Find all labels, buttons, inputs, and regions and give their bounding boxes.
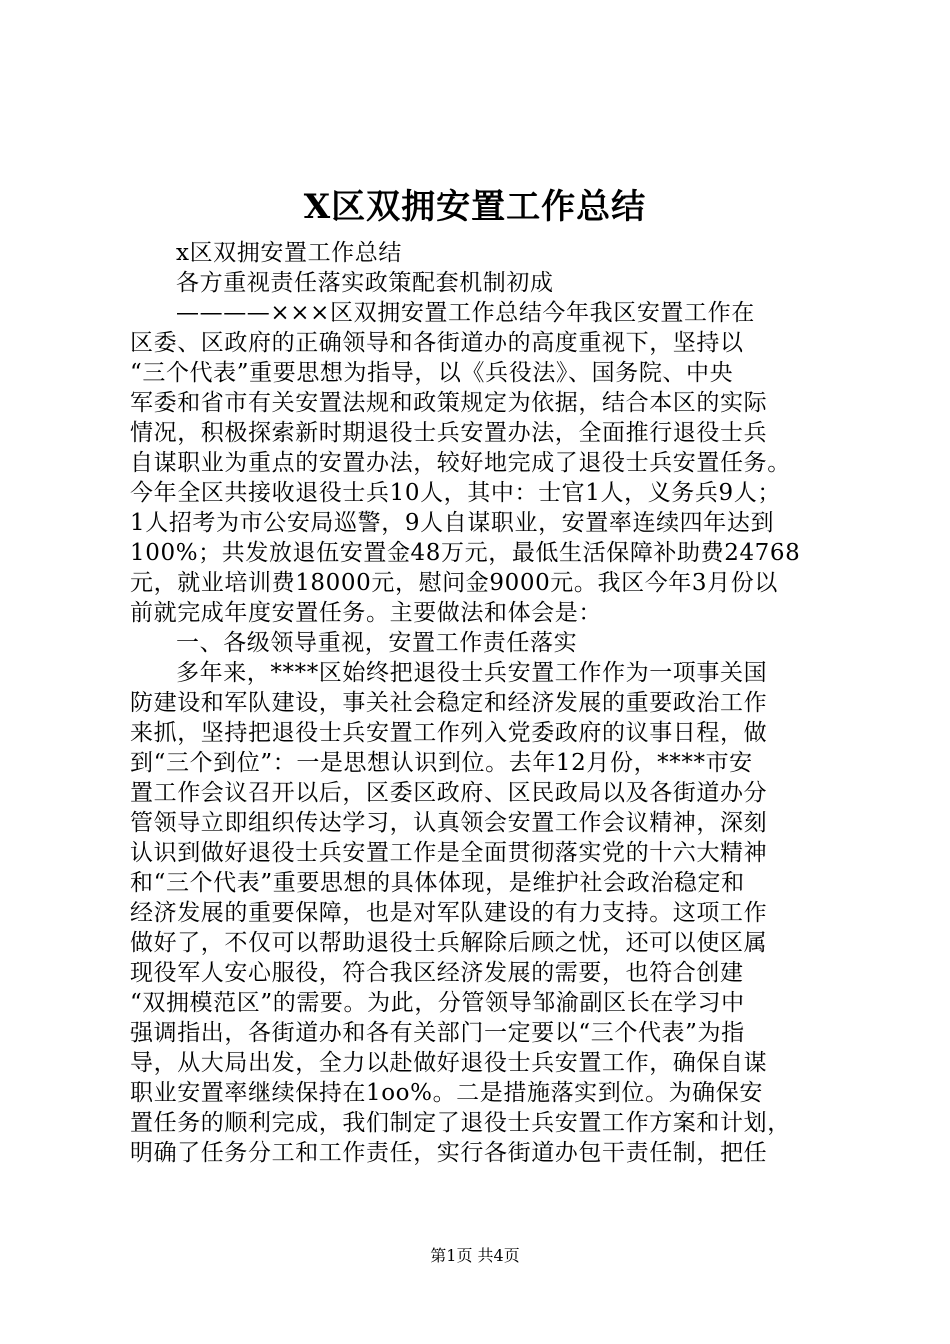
body-line: “三个代表”重要思想为指导，以《兵役法》、国务院、中央 [130,360,734,386]
body-line: 置任务的顺利完成，我们制定了退役士兵安置工作方案和计划， [130,1110,791,1136]
body-line: 防建设和军队建设，事关社会稳定和经济发展的重要政治工作 [130,690,768,716]
body-line: 来抓，坚持把退役士兵安置工作列入党委政府的议事日程，做 [130,720,768,746]
body-line: 今年全区共接收退役士兵10人，其中：士官1人，义务兵9人； [130,480,781,506]
body-line: 1人招考为市公安局巡警，9人自谋职业，安置率连续四年达到 [130,510,775,536]
body-line: 职业安置率继续保持在1oo%。二是措施落实到位。为确保安 [130,1080,763,1106]
page-number: 第1页 共4页 [430,1246,520,1265]
body-line: 100%；共发放退伍安置金48万元，最低生活保障补助费24768 [130,540,801,566]
body-line: 管领导立即组织传达学习，认真领会安置工作会议精神，深刻 [130,810,768,836]
section-heading: 一、各级领导重视，安置工作责任落实 [176,630,578,656]
subtitle-line: x区双拥安置工作总结 [176,240,402,266]
body-line: 元，就业培训费18000元，慰问金9000元。我区今年3月份以 [130,570,778,596]
body-line: 情况，积极探索新时期退役士兵安置办法，全面推行退役士兵 [130,420,768,446]
body-line: 多年来，****区始终把退役士兵安置工作作为一项事关国 [176,660,768,686]
body-line: 置工作会议召开以后，区委区政府、区民政局以及各街道办分 [130,780,768,806]
body-line: ————×××区双拥安置工作总结今年我区安置工作在 [176,300,755,326]
document-title: X区双拥安置工作总结 [303,187,647,227]
body-line: 导，从大局出发，全力以赴做好退役士兵安置工作，确保自谋 [130,1050,768,1076]
body-line: 到“三个到位”：一是思想认识到位。去年12月份，****市安 [130,750,753,776]
body-line: 和“三个代表”重要思想的具体体现，是维护社会政治稳定和 [130,870,745,896]
heading-line: 各方重视责任落实政策配套机制初成 [176,270,554,296]
body-line: 军委和省市有关安置法规和政策规定为依据，结合本区的实际 [130,390,768,416]
body-line: 强调指出，各街道办和各有关部门一定要以“三个代表”为指 [130,1020,745,1046]
body-line: 前就完成年度安置任务。主要做法和体会是： [130,600,602,626]
body-line: 经济发展的重要保障，也是对军队建设的有力支持。这项工作 [130,900,768,926]
body-line: 现役军人安心服役，符合我区经济发展的需要，也符合创建 [130,960,744,986]
body-line: 区委、区政府的正确领导和各街道办的高度重视下，坚持以 [130,330,744,356]
body-line: “双拥模范区”的需要。为此，分管领导邹渝副区长在学习中 [130,990,745,1016]
body-line: 明确了任务分工和工作责任，实行各街道办包干责任制，把任 [130,1140,768,1166]
body-line: 做好了，不仅可以帮助退役士兵解除后顾之忧，还可以使区属 [130,930,768,956]
body-line: 自谋职业为重点的安置办法，较好地完成了退役士兵安置任务。 [130,450,791,476]
body-line: 认识到做好退役士兵安置工作是全面贯彻落实党的十六大精神 [130,840,768,866]
